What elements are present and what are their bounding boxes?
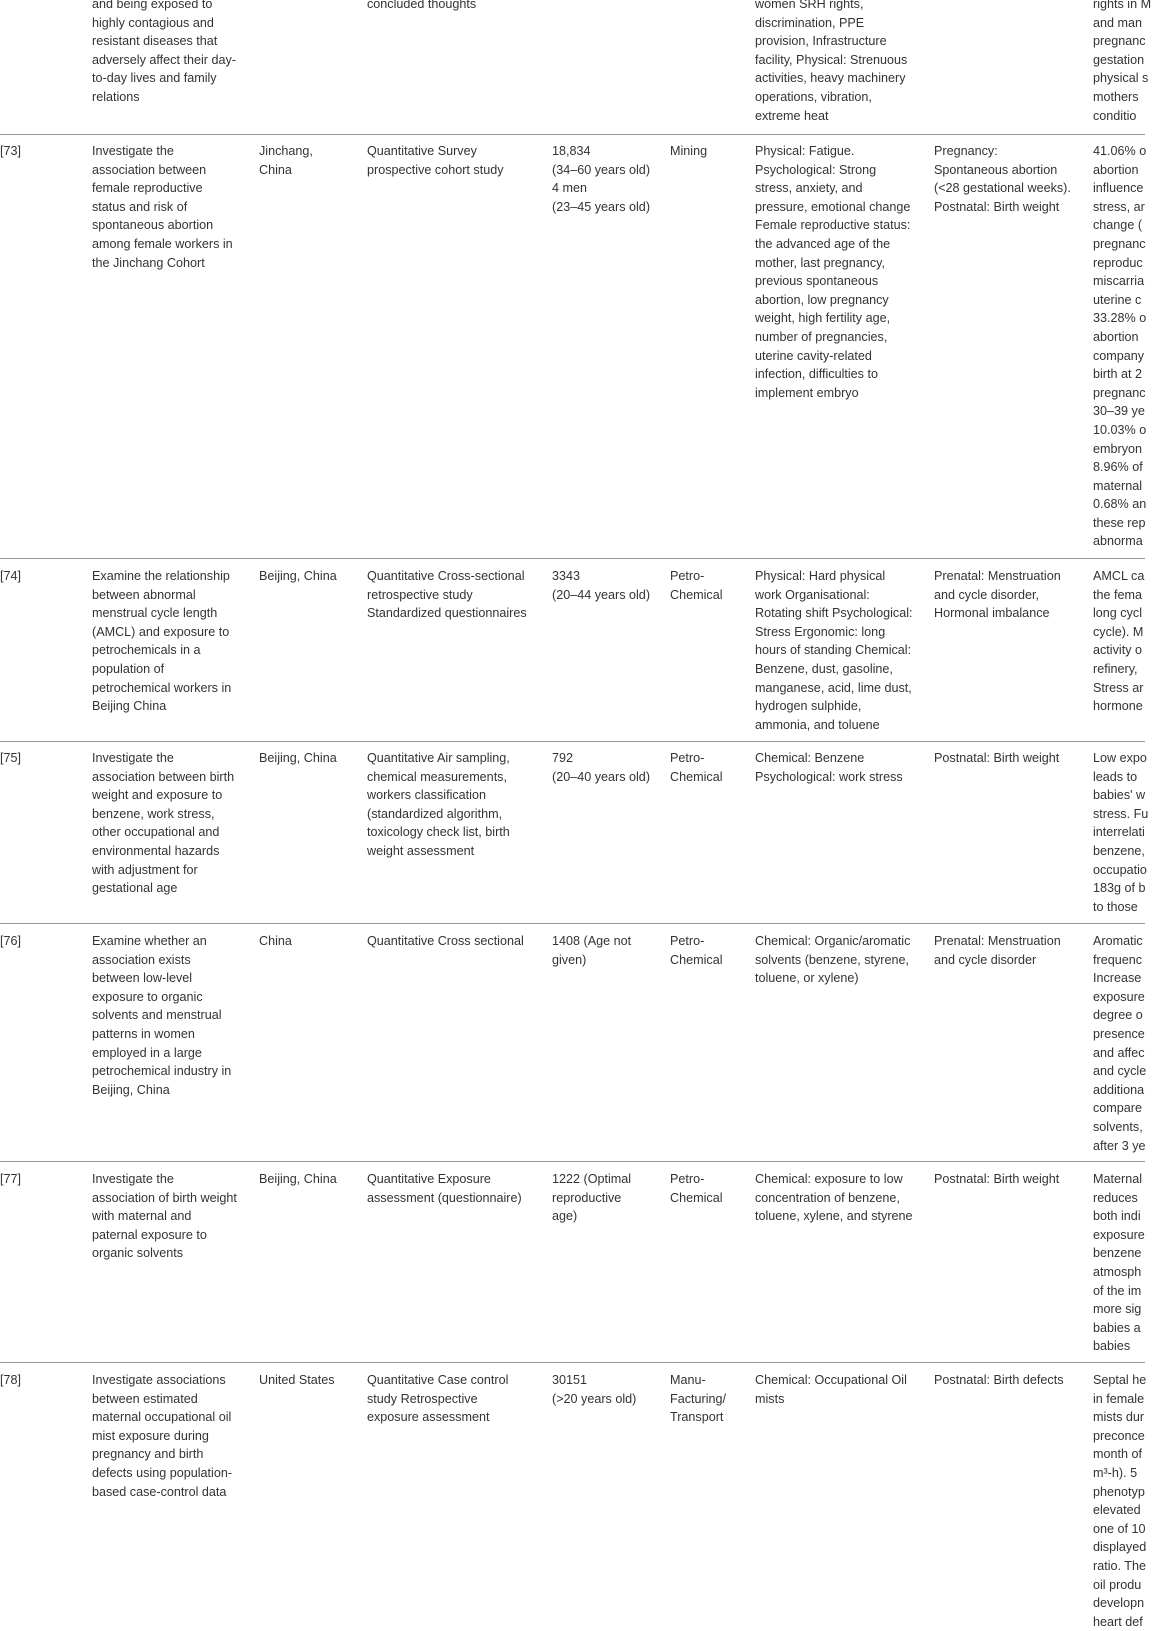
design-cell: Quantitative Air sampling, chemical measurements, workers classification (standardized algorithm, toxicology check list, birth weight assessment — [367, 751, 510, 858]
location-cell: Beijing, China — [259, 1172, 337, 1186]
industry-cell: Petro- Chemical — [670, 751, 723, 784]
outcomes-cell: Prenatal: Menstruation and cycle disorder — [934, 934, 1061, 967]
reference-cell: [74] — [0, 569, 22, 583]
objective-cell: Investigate associations between estimated maternal occupational oil mist exposure during pregnancy and birth defects using population- based case-control data — [92, 1373, 233, 1499]
row-divider — [0, 923, 1145, 924]
objective-cell: Investigate the association between birth weight and exposure to benzene, work stress, other occupational and environmental hazards with adjustment for gestational age — [92, 751, 235, 896]
outcomes-cell: Postnatal: Birth weight — [934, 751, 1060, 765]
objective-cell: Examine whether an association exists between low-level exposure to organic solvents and menstrual patterns in women employed in a large petrochemical industry in Beijing, China — [92, 934, 232, 1097]
design-cell: concluded thoughts — [367, 0, 477, 11]
row-divider — [0, 558, 1145, 559]
design-cell: Quantitative Cross-sectional retrospective study Standardized questionnaires — [367, 569, 527, 621]
sample-cell: 3343 (20–44 years old) — [552, 569, 651, 602]
reference-cell: [73] — [0, 144, 22, 158]
hazards-cell: Chemical: Benzene Psychological: work stress — [755, 751, 903, 784]
objective-cell: Investigate the association of birth weight with maternal and paternal exposure to organic solvents — [92, 1172, 237, 1261]
objective-cell: Examine the relationship between abnormal menstrual cycle length (AMCL) and exposure to petrochemicals in a population of petrochemical workers in Beijing China — [92, 569, 232, 714]
outcomes-cell: Pregnancy: Spontaneous abortion (<28 gestational weeks). Postnatal: Birth weight — [934, 144, 1071, 214]
industry-cell: Manu- Facturing/ Transport — [670, 1373, 726, 1425]
sample-cell: 1408 (Age not given) — [552, 934, 632, 967]
industry-cell: Petro- Chemical — [670, 1172, 723, 1205]
outcomes-cell: Postnatal: Birth defects — [934, 1373, 1064, 1387]
reference-cell: [77] — [0, 1172, 22, 1186]
reference-cell: [76] — [0, 934, 22, 948]
row-divider — [0, 1161, 1145, 1162]
hazards-cell: Chemical: Occupational Oil mists — [755, 1373, 907, 1406]
sample-cell: 18,834 (34–60 years old) 4 men (23–45 years old) — [552, 144, 651, 214]
hazards-cell: women SRH rights, discrimination, PPE provision, Infrastructure facility, Physical: Strenuous activities, heavy machinery operations, vibration, extreme heat — [755, 0, 908, 123]
industry-cell: Petro- Chemical — [670, 569, 723, 602]
findings-cell: Septal he in female mists dur preconce month of m³-h). 5 phenotyp elevated one of 10 displayed ratio. The oil produ developn heart def — [1093, 1373, 1147, 1629]
findings-cell: rights in M and man pregnanc gestation physical s mothers conditio — [1093, 0, 1152, 123]
location-cell: United States — [259, 1373, 335, 1387]
reference-cell: [75] — [0, 751, 22, 765]
sample-cell: 1222 (Optimal reproductive age) — [552, 1172, 632, 1224]
design-cell: Quantitative Cross sectional — [367, 934, 524, 948]
hazards-cell: Physical: Hard physical work Organisational: Rotating shift Psychological: Stress Ergonomic: long hours of standing Chemical: Benzene, dust, gasoline, manganese, acid, lime dust, hydrogen sulphide, ammonia, and toluene — [755, 569, 913, 732]
design-cell: Quantitative Exposure assessment (questionnaire) — [367, 1172, 522, 1205]
objective-cell: and being exposed to highly contagious and resistant diseases that adversely affect their day- to-day lives and family relations — [92, 0, 236, 104]
hazards-cell: Chemical: Organic/aromatic solvents (benzene, styrene, toluene, or xylene) — [755, 934, 911, 986]
outcomes-cell: Postnatal: Birth weight — [934, 1172, 1060, 1186]
design-cell: Quantitative Survey prospective cohort study — [367, 144, 504, 177]
design-cell: Quantitative Case control study Retrospective exposure assessment — [367, 1373, 509, 1425]
industry-cell: Petro- Chemical — [670, 934, 723, 967]
location-cell: Beijing, China — [259, 751, 337, 765]
objective-cell: Investigate the association between female reproductive status and risk of spontaneous abortion among female workers in the Jinchang Cohort — [92, 144, 233, 270]
sample-cell: 792 (20–40 years old) — [552, 751, 651, 784]
hazards-cell: Physical: Fatigue. Psychological: Strong stress, anxiety, and pressure, emotional change Female reproductive status: the advanced age of the mother, last pregnancy, previous spontaneous abortion, low pregnancy weight, high fertility age, number of pregnancies, uterine cavity-related infection, difficulties to implement embryo — [755, 144, 911, 400]
location-cell: China — [259, 934, 292, 948]
industry-cell: Mining — [670, 144, 708, 158]
sample-cell: 30151 (>20 years old) — [552, 1373, 637, 1406]
findings-cell: Aromatic frequenc Increase exposure degree o presence and affec and cycle additiona compare solvents, after 3 ye — [1093, 934, 1147, 1153]
reference-cell: [78] — [0, 1373, 22, 1387]
row-divider — [0, 1362, 1145, 1363]
row-divider — [0, 134, 1145, 135]
findings-cell: Low expo leads to babies' w stress. Fu interrelati benzene, occupatio 183g of b to those — [1093, 751, 1149, 914]
findings-cell: Maternal reduces both indi exposure benzene atmosph of the im more sig babies a babies — [1093, 1172, 1145, 1354]
row-divider — [0, 741, 1145, 742]
findings-cell: AMCL ca the fema long cycl cycle). M activity o refinery, Stress ar hormone — [1093, 569, 1145, 714]
location-cell: Beijing, China — [259, 569, 337, 583]
location-cell: Jinchang, China — [259, 144, 313, 177]
findings-cell: 41.06% o abortion influence stress, ar change ( pregnanc reproduc miscarria uterine c 33.28% o abortion company birth at 2 pregnanc 30–39 ye 10.03% o embryon 8.96% of maternal 0.68% an these rep abnorma — [1093, 144, 1147, 549]
outcomes-cell: Prenatal: Menstruation and cycle disorder, Hormonal imbalance — [934, 569, 1061, 621]
hazards-cell: Chemical: exposure to low concentration of benzene, toluene, xylene, and styrene — [755, 1172, 913, 1224]
